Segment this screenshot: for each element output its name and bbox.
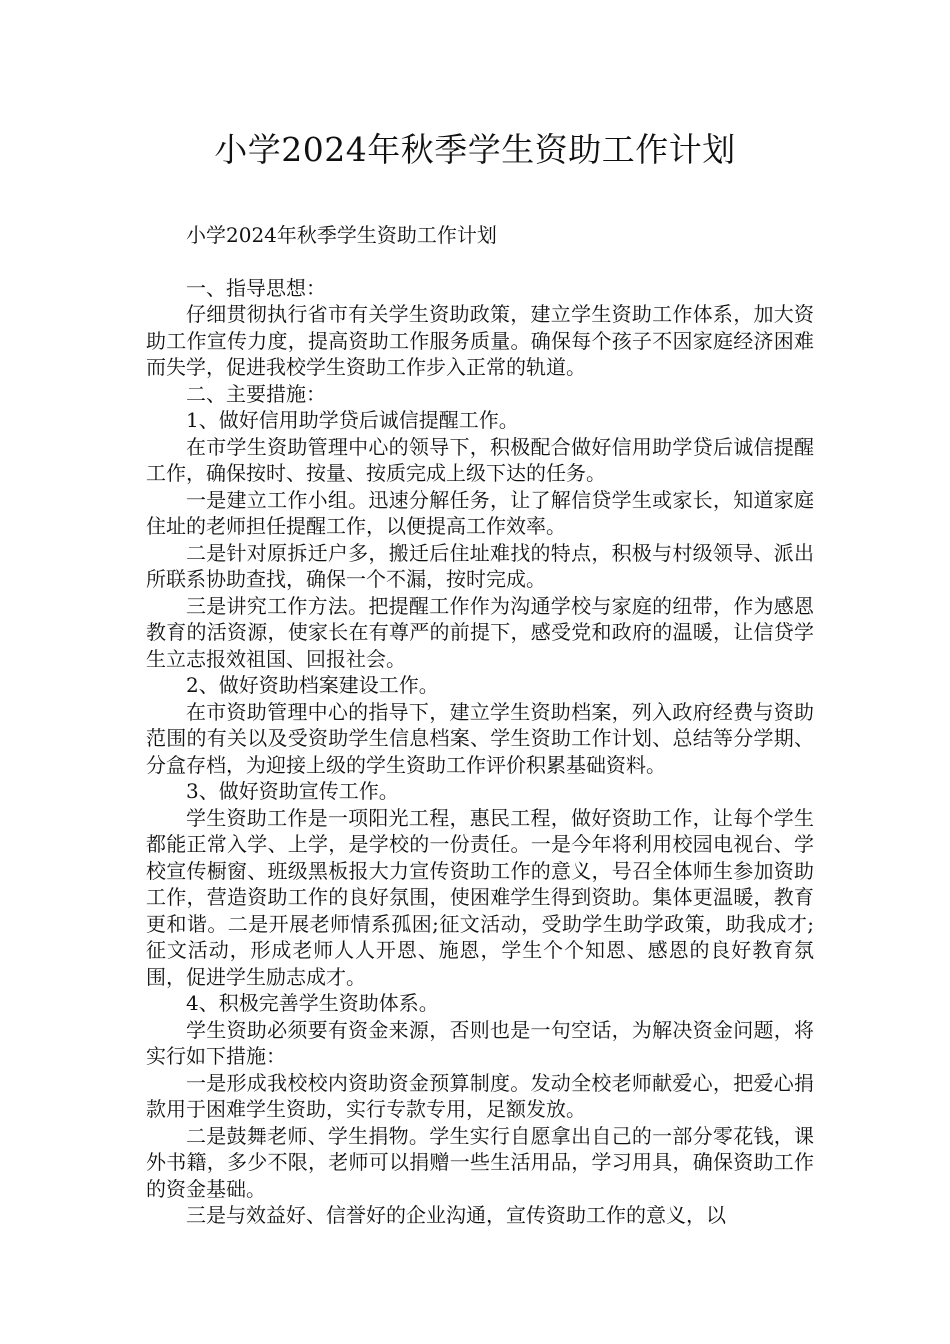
paragraph-measure-1-point-2: 二是针对原拆迁户多，搬迁后住址难找的特点，积极与村级领导、派出所联系协助查找，确保一个不漏，按时完成。 bbox=[146, 540, 814, 591]
paragraph-measure-1-point-3: 三是讲究工作方法。把提醒工作作为沟通学校与家庭的纽带，作为感恩教育的活资源，使家长在有尊严的前提下，感受党和政府的温暖，让信贷学生立志报效祖国、回报社会。 bbox=[146, 593, 814, 671]
section-heading-main-measures: 二、主要措施： bbox=[186, 381, 326, 406]
measure-heading-4: 4、积极完善学生资助体系。 bbox=[186, 991, 439, 1015]
measure-heading-1: 1、做好信用助学贷后诚信提醒工作。 bbox=[186, 408, 519, 432]
paragraph-measure-4-point-2: 二是鼓舞老师、学生捐物。学生实行自愿拿出自己的一部分零花钱，课外书籍，多少不限，老师可以捐赠一些生活用品，学习用具，确保资助工作的资金基础。 bbox=[146, 1123, 814, 1201]
document-title: 小学2024年秋季学生资助工作计划 bbox=[214, 130, 736, 169]
measure-heading-3: 3、做好资助宣传工作。 bbox=[186, 779, 399, 803]
paragraph-measure-1: 在市学生资助管理中心的领导下，积极配合做好信用助学贷后诚信提醒工作，确保按时、按量、按质完成上级下达的任务。 bbox=[146, 434, 814, 485]
paragraph-measure-3: 学生资助工作是一项阳光工程，惠民工程，做好资助工作，让每个学生都能正常入学、上学，是学校的一份责任。一是今年将利用校园电视台、学校宣传橱窗、班级黑板报大力宣传资助工作的意义，号召全体师生参加资助工作，营造资助工作的良好氛围，使困难学生得到资助。集体更温暖，教育更和谐。二是开展老师情系孤困;征文活动，受助学生助学政策，助我成才;征文活动，形成老师人人开恩、施恩，学生个个知恩、感恩的良好教育氛围，促进学生励志成才。 bbox=[146, 805, 814, 989]
paragraph-guiding-ideology: 仔细贯彻执行省市有关学生资助政策，建立学生资助工作体系，加大资助工作宣传力度，提高资助工作服务质量。确保每个孩子不因家庭经济困难而失学，促进我校学生资助工作步入正常的轨道。 bbox=[146, 302, 814, 379]
paragraph-measure-1-point-1: 一是建立工作小组。迅速分解任务，让了解信贷学生或家长，知道家庭住址的老师担任提醒工作，以便提高工作效率。 bbox=[146, 487, 814, 538]
document-subtitle: 小学2024年秋季学生资助工作计划 bbox=[186, 223, 497, 247]
paragraph-measure-4-point-1: 一是形成我校校内资助资金预算制度。发动全校老师献爱心，把爱心捐款用于困难学生资助，实行专款专用，足额发放。 bbox=[146, 1070, 814, 1121]
section-heading-guiding-ideology: 一、指导思想： bbox=[186, 275, 326, 300]
paragraph-measure-4: 学生资助必须要有资金来源，否则也是一句空话，为解决资金问题，将实行如下措施： bbox=[146, 1017, 814, 1068]
measure-heading-2: 2、做好资助档案建设工作。 bbox=[186, 673, 439, 697]
paragraph-measure-2: 在市资助管理中心的指导下，建立学生资助档案，列入政府经费与资助范围的有关以及受资助学生信息档案、学生资助工作计划、总结等分学期、分盒存档，为迎接上级的学生资助工作评价积累基础资料。 bbox=[146, 699, 814, 777]
document-body bbox=[146, 222, 814, 1229]
paragraph-measure-4-point-3: 三是与效益好、信誉好的企业沟通，宣传资助工作的意义，以 bbox=[186, 1203, 726, 1227]
